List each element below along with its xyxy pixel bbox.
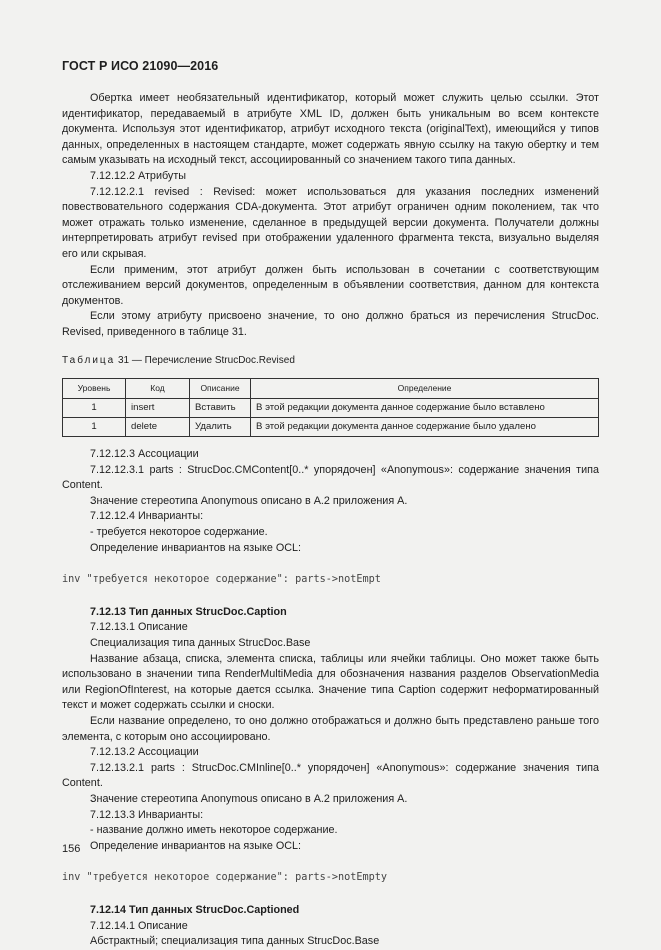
- column-header: Определение: [251, 379, 599, 399]
- table-row: [63, 399, 599, 418]
- page-header: ГОСТ Р ИСО 21090—2016: [62, 59, 219, 73]
- section-heading: 7.12.14.1 Описание: [90, 919, 188, 932]
- table-caption: [62, 353, 599, 369]
- column-header: Уровень: [63, 379, 126, 399]
- table-cell: Удалить: [190, 418, 251, 437]
- revised-enumeration-table: [62, 378, 599, 437]
- paragraph: 7.12.13.2.1 parts : StrucDoc.CMInline[0..* упорядочен] «Anonymous»: содержание значения типа Content.: [62, 761, 599, 790]
- paragraph: Если этому атрибуту присвоено значение, то оно должно браться из перечисления StrucDoc. Revised, приведенного в таблице 31.: [62, 310, 599, 338]
- list-item: - требуется некоторое содержание.: [90, 526, 268, 539]
- section-title: 7.12.14 Тип данных StrucDoc.Captioned: [90, 903, 300, 916]
- paragraph: Значение стереотипа Anonymous описано в А.2 приложения А.: [90, 494, 408, 507]
- paragraph: Если применим, этот атрибут должен быть использован в сочетании с соответствующим отслеживанием версий документов, определенным в объявлении соответствия, данном для контекста документов.: [62, 263, 599, 307]
- table-cell: 1: [63, 399, 126, 418]
- table-cell: Вставить: [190, 399, 251, 418]
- paragraph: Специализация типа данных StrucDoc.Base: [90, 637, 311, 650]
- column-header: Код: [126, 379, 190, 399]
- table-cell: В этой редакции документа данное содержание было удалено: [251, 418, 599, 437]
- paragraph: Если название определено, то оно должно отображаться и должно быть представлено раньше того элемента, с которым оно ассоциировано.: [62, 715, 599, 743]
- page-number: 156: [62, 843, 81, 855]
- section-heading: 7.12.12.2 Атрибуты: [90, 169, 187, 182]
- paragraph: Абстрактный; специализация типа данных StrucDoc.Base: [90, 935, 380, 948]
- table-caption-text: 31 — Перечисление StrucDoc.Revised: [118, 354, 295, 366]
- section-heading: 7.12.13.3 Инварианты:: [90, 808, 204, 821]
- paragraph: Обертка имеет необязательный идентификатор, который может служить целью ссылки. Этот идентификатор, передаваемый в атрибуте XML ID, должен быть уникальным во всем контексте документа. Используя этот идентификатор, атрибут исходного текста (originalText), имеющийся у типов данных, определенных в настоящем стандарте, может содержать явную ссылку на такую обертку и тем самым указывать на исходный текст, ассоциированный со значением такого типа данных.: [62, 92, 599, 167]
- table-cell: delete: [126, 418, 190, 437]
- list-item: - название должно иметь некоторое содержание.: [90, 824, 338, 837]
- paragraph: Название абзаца, списка, элемента списка, таблицы или ячейки таблицы. Оно может также быть использовано в значении типа RenderMultiMedia для обозначения названия разделов ObservationMedia или RegionOfInterest, на которые дается ссылка. Значение типа Caption содержит неформатированный текст и может содержать ссылки и сноски.: [62, 652, 599, 712]
- section-heading: 7.12.12.4 Инварианты:: [90, 510, 204, 523]
- paragraph: Значение стереотипа Anonymous описано в А.2 приложения А.: [90, 792, 408, 805]
- section-heading: 7.12.13.1 Описание: [90, 621, 188, 634]
- column-header: Описание: [190, 379, 251, 399]
- page-content: [62, 91, 599, 950]
- paragraph: 7.12.12.2.1 revised : Revised: может использоваться для указания последних изменений повествовательного содержания CDA-документа. Этот атрибут ограничен одним поколением, так что может отражать только изменение, сделанное в предыдущей версии документа. Получатели должны интерпретировать атрибут revised при отображении удаленного фрагмента текста, визуально выделяя его или скрывая.: [62, 185, 599, 260]
- ocl-code-block: inv "требуется некоторое содержание": parts->notEmpt: [62, 574, 381, 586]
- table-caption-label: Таблица: [62, 354, 116, 366]
- paragraph: Определение инвариантов на языке OCL:: [90, 541, 302, 554]
- table-cell: 1: [63, 418, 126, 437]
- table-cell: insert: [126, 399, 190, 418]
- section-title: 7.12.13 Тип данных StrucDoc.Caption: [90, 605, 287, 618]
- table-cell: В этой редакции документа данное содержание было вставлено: [251, 399, 599, 418]
- section-heading: 7.12.12.3 Ассоциации: [90, 448, 199, 461]
- section-heading: 7.12.13.2 Ассоциации: [90, 746, 199, 759]
- ocl-code-block: inv "требуется некоторое содержание": parts->notEmpty: [62, 872, 388, 884]
- table-header-row: [63, 379, 599, 399]
- table-row: [63, 418, 599, 437]
- paragraph: 7.12.12.3.1 parts : StrucDoc.CMContent[0..* упорядочен] «Anonymous»: содержание значения типа Content.: [62, 463, 599, 492]
- paragraph: Определение инвариантов на языке OCL:: [90, 839, 302, 852]
